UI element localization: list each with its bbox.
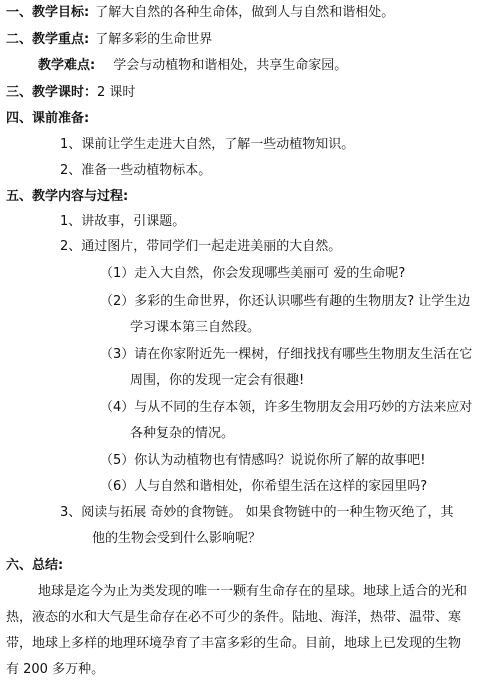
section-2-heading: 二、教学重点: — [6, 32, 90, 47]
summary-line-3: 带，地球上多样的地理环境孕育了丰富多彩的生命。目前，地球上已发现的生物 — [6, 636, 462, 651]
section-2-sub-text: 学会与动植物和谐相处，共享生命家园。 — [113, 58, 348, 73]
subitem-1: （1）走入大自然，你会发现哪些美丽可 爱的生命呢? — [100, 266, 406, 281]
subitem-5: （5）你认为动植物也有情感吗？说说你所了解的故事吧! — [100, 453, 426, 468]
section-1-text: 了解大自然的各种生命体，做到人与自然和谐相处。 — [95, 5, 395, 20]
subitem-2: （2）多彩的生命世界，你还认识哪些有趣的生物朋友? 让学生边 — [100, 294, 471, 309]
section-5-item-1: 1、讲故事，引课题。 — [60, 214, 186, 229]
subitem-4-cont: 各种复杂的情况。 — [130, 426, 235, 441]
summary-line-4: 有 200 多万种。 — [6, 662, 105, 677]
section-3-text: 2 课时 — [97, 85, 136, 100]
section-2-text: 了解多彩的生命世界 — [95, 32, 213, 47]
section-4-heading: 四、课前准备: — [6, 111, 90, 126]
section-5-item-3: 3、阅读与拓展 奇妙的食物链。 如果食物链中的一种生物灭绝了，其 — [60, 505, 454, 520]
section-2-sub — [38, 57, 347, 75]
section-5-item-3-cont: 他的生物会受到什么影响呢？ — [92, 531, 262, 546]
section-3 — [6, 84, 135, 102]
section-1 — [6, 4, 394, 22]
section-3-heading: 三、教学课时： — [6, 85, 98, 100]
subitem-2-cont: 学习课本第三自然段。 — [130, 320, 261, 335]
section-5-heading: 五、教学内容与过程: — [6, 189, 129, 204]
subitem-4: （4）与从不同的生存本领，许多生物朋友会用巧妙的方法来应对 — [100, 400, 473, 415]
section-2 — [6, 31, 212, 49]
section-4-item-2: 2、准备一些动植物标本。 — [60, 163, 212, 178]
summary-line-2: 热，液态的水和大气是生命存在必不可少的条件。陆地、海洋，热带、温带、寒 — [6, 610, 462, 625]
summary-line-1: 地球是迄今为止为类发现的唯一一颗有生命存在的星球。地球上适合的光和 — [38, 584, 468, 599]
section-5-item-2: 2、通过图片，带同学们一起走进美丽的大自然。 — [60, 239, 342, 254]
section-1-heading: 一、教学目标: — [6, 5, 90, 20]
subitem-3-cont: 周围，你的发现一定会有很趣! — [130, 373, 305, 388]
subitem-6: （6）人与自然和谐相处，你希望生活在这样的家园里吗? — [100, 479, 428, 494]
section-4-item-1: 1、课前让学生走进大自然，了解一些动植物知识。 — [60, 137, 355, 152]
subitem-3: （3）请在你家附近先一棵树，仔细找找有哪些生物朋友生活在它 — [100, 347, 473, 362]
section-6-heading: 六、总结: — [6, 558, 64, 573]
section-2-sub-heading: 教学难点: — [38, 58, 96, 73]
